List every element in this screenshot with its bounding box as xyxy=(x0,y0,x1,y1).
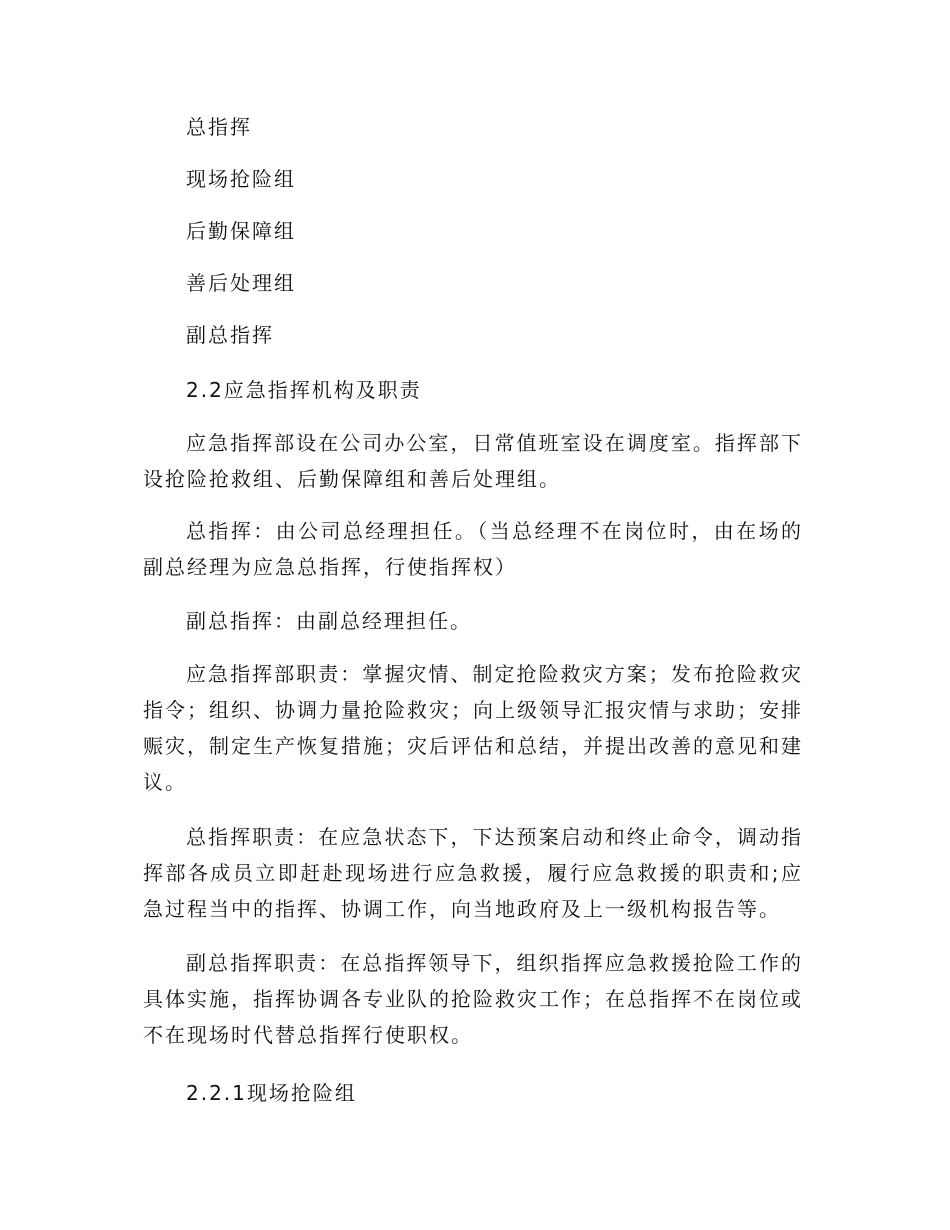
org-item-rescue-team: 现场抢险组 xyxy=(186,167,296,191)
subsection-heading: 2.2.1现场抢险组 xyxy=(186,1081,357,1105)
paragraph-command-duties: 应急指挥部职责：掌握灾情、制定抢险救灾方案；发布抢险救灾指令；组织、协调力量抢险救灾；向上级领导汇报灾情与求助；安排赈灾，制定生产恢复措施；灾后评估和总结，并提出改善的意见和建议。 xyxy=(143,662,803,794)
section-heading: 2.2应急指挥机构及职责 xyxy=(186,378,422,402)
paragraph-commander-duties: 总指挥职责：在应急状态下，下达预案启动和终止命令，调动指挥部各成员立即赶赴现场进行应急救援，履行应急救援的职责和;应急过程当中的指挥、协调工作，向当地政府及上一级机构报告等。 xyxy=(143,825,803,921)
paragraph-command-office: 应急指挥部设在公司办公室，日常值班室设在调度室。指挥部下设抢险抢救组、后勤保障组和善后处理组。 xyxy=(143,431,803,491)
paragraph-deputy-commander: 副总指挥：由副总经理担任。 xyxy=(186,609,472,633)
paragraph-deputy-duties: 副总指挥职责：在总指挥领导下，组织指挥应急救援抢险工作的具体实施，指挥协调各专业队的抢险救灾工作；在总指挥不在岗位或不在现场时代替总指挥行使职权。 xyxy=(143,951,803,1047)
paragraph-commander: 总指挥：由公司总经理担任。（当总经理不在岗位时，由在场的副总经理为应急总指挥，行使指挥权） xyxy=(143,519,803,579)
org-item-commander: 总指挥 xyxy=(186,115,252,139)
org-item-logistics-team: 后勤保障组 xyxy=(186,219,296,243)
org-item-aftermath-team: 善后处理组 xyxy=(186,271,296,295)
org-item-deputy-commander: 副总指挥 xyxy=(186,323,274,347)
